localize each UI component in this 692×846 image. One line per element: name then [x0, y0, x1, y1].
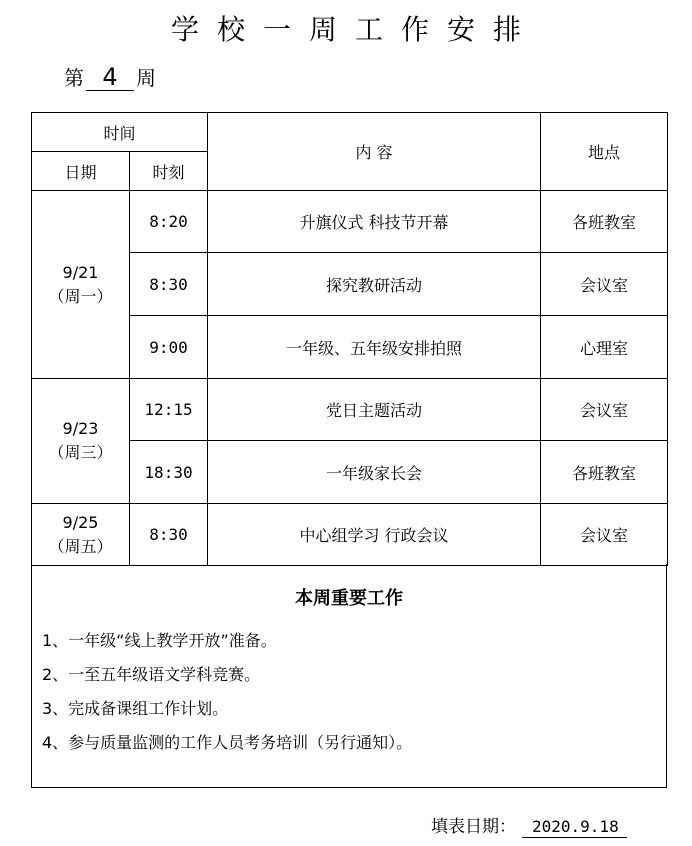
place-cell: 各班教室 [541, 441, 668, 504]
date-cell [32, 191, 130, 379]
date-cell [32, 504, 130, 566]
header-date: 日期 [32, 152, 130, 191]
week-suffix: 周 [136, 66, 156, 90]
fill-date-line [431, 812, 627, 838]
fill-date-label: 填表日期： [431, 817, 516, 837]
content-cell: 中心组学习 行政会议 [208, 504, 541, 566]
time-cell: 9:00 [130, 316, 208, 379]
content-cell: 探究教研活动 [208, 253, 541, 316]
time-cell: 8:30 [130, 253, 208, 316]
content-cell: 党日主题活动 [208, 379, 541, 441]
page-title: 学校一周工作安排 [170, 13, 539, 46]
week-number: 4 [86, 64, 134, 91]
content-cell: 一年级家长会 [208, 441, 541, 504]
date-text: 9/25 [62, 512, 99, 532]
important-work-box [31, 564, 667, 788]
date-text: 9/21 [62, 262, 99, 282]
date-text: 9/23 [62, 419, 99, 438]
weekday-text: （周三） [48, 443, 113, 462]
weekday-text: （周一） [48, 286, 113, 306]
table-row [32, 379, 668, 441]
important-item: 2、一至五年级语文学科竞赛。 [42, 665, 261, 684]
week-prefix: 第 [64, 66, 84, 90]
place-cell: 会议室 [541, 253, 668, 316]
place-cell: 会议室 [541, 504, 668, 566]
fill-date-value: 2020.9.18 [522, 817, 627, 838]
important-item: 1、一年级“线上教学开放”准备。 [42, 631, 277, 650]
week-line [64, 62, 156, 91]
place-cell: 会议室 [541, 379, 668, 441]
place-cell: 各班教室 [541, 191, 668, 253]
time-cell: 8:30 [130, 504, 208, 566]
header-content: 内 容 [208, 113, 541, 191]
content-cell: 升旗仪式 科技节开幕 [208, 191, 541, 253]
table-row [32, 504, 668, 566]
important-item: 4、参与质量监测的工作人员考务培训（另行通知）。 [42, 733, 413, 752]
date-cell [32, 379, 130, 504]
weekday-text: （周五） [48, 536, 113, 556]
time-cell: 12:15 [130, 379, 208, 441]
content-cell: 一年级、五年级安排拍照 [208, 316, 541, 379]
important-item: 3、完成备课组工作计划。 [42, 699, 229, 718]
schedule-table [31, 112, 668, 566]
header-moment: 时刻 [130, 152, 208, 191]
header-time: 时间 [32, 113, 208, 152]
important-work-title: 本周重要工作 [295, 588, 403, 609]
time-cell: 18:30 [130, 441, 208, 504]
table-row [32, 191, 668, 253]
time-cell: 8:20 [130, 191, 208, 253]
place-cell: 心理室 [541, 316, 668, 379]
header-place: 地点 [541, 113, 668, 191]
